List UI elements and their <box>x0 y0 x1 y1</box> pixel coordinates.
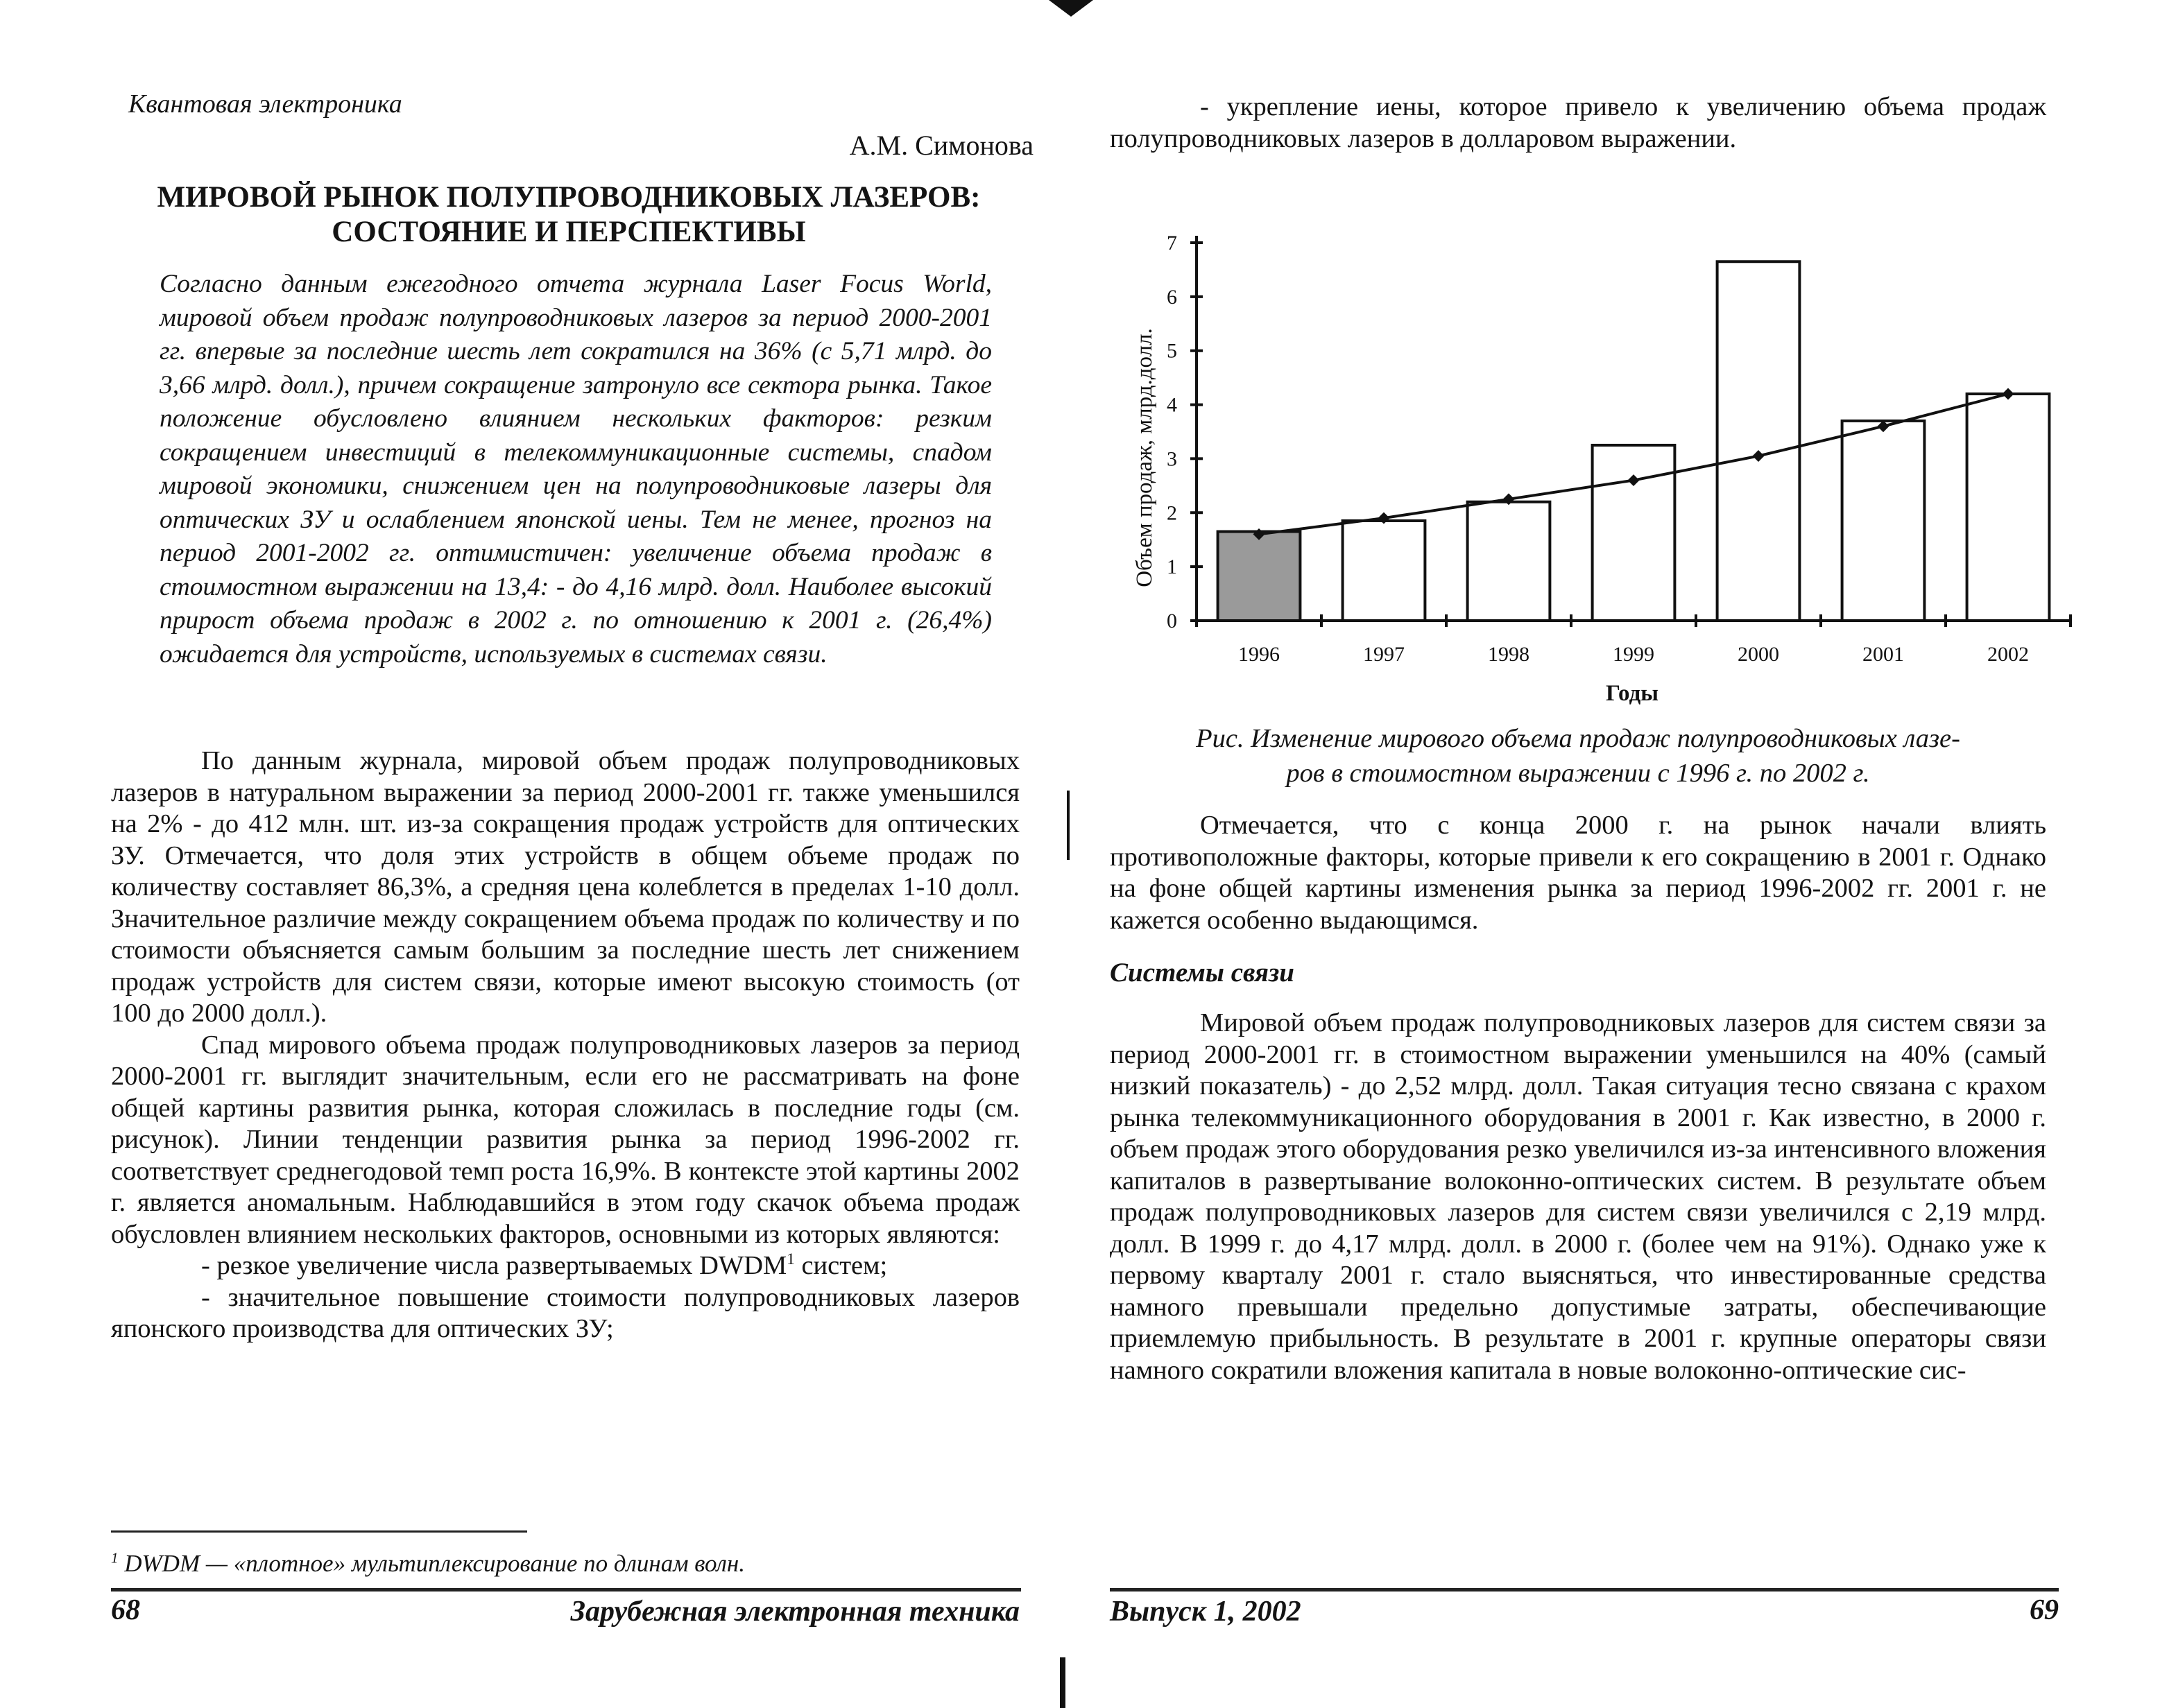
list-item-1-text: - резкое увеличение числа развертываемых DWDM <box>201 1251 787 1280</box>
right-footer-rule <box>1110 1588 2059 1591</box>
footnote-ref: 1 <box>787 1250 795 1268</box>
section-paragraph: Мировой объем продаж полупроводниковых лазеров для систем связи за период 2000-2001 гг. в стоимостном выражении уменьшился на 40% (самый низкий показатель) - до 2,52 млрд. долл. Такая ситуация тесно связана с крахом рынка телекоммуникационного оборудования в 2001 г. Как известно, в 2000 г. объем продаж этого оборудования резко увеличился из-за интенсивного вложения капиталов в развертывание волоконно-оптических систем. В результате объем продаж полупроводниковых лазеров для систем связи увеличился с 2,19 млрд. долл. В 1999 г. до 4,17 млрд. долл. в 2000 г. (более чем на 91%). Однако уже к первому кварталу 2001 г. стало выясняться, что инвестированные средства намного превышали предельно допустимые затраты, обеспечивающие приемлемую прибыльность. В результате в 2001 г. крупные операторы связи намного сократили вложения капитала в новые волоконно-оптические сис- <box>1110 1008 2046 1385</box>
chart-layer <box>1167 232 2071 666</box>
right-page <box>1068 0 2160 1708</box>
left-page <box>0 0 1068 1708</box>
chart-y-tick-label: 7 <box>1167 232 1177 255</box>
chart-x-axis-label: Годы <box>1605 681 1659 706</box>
left-page-number: 68 <box>111 1594 140 1626</box>
left-footer-rule <box>111 1588 1021 1591</box>
chart-y-tick-label: 5 <box>1167 339 1177 363</box>
chart-y-tick-label: 6 <box>1167 285 1177 309</box>
chart-x-tick-label: 2002 <box>1987 643 2029 666</box>
chart-y-tick-label: 3 <box>1167 447 1177 471</box>
caption-line-1: Рис. Изменение мирового объема продаж полупроводниковых лазе- <box>1196 724 1960 753</box>
footnote-marker: 1 <box>111 1549 119 1567</box>
figure-caption <box>1110 721 2046 791</box>
footer-issue: Выпуск 1, 2002 <box>1110 1596 1301 1628</box>
right-page-number: 69 <box>2030 1594 2059 1626</box>
list-item-1-tail: систем; <box>794 1251 888 1280</box>
chart-bar <box>1343 521 1425 621</box>
chart-bar <box>1842 421 1925 621</box>
chart-y-tick-label: 1 <box>1167 555 1177 579</box>
left-body-text <box>111 745 1020 1345</box>
chart-bar <box>1967 394 2050 621</box>
footnote-divider <box>111 1530 527 1533</box>
footnote <box>111 1550 745 1578</box>
right-body-text <box>1110 810 2046 1386</box>
paragraph-after-chart: Отмечается, что с конца 2000 г. на рынок начали влиять противоположные факторы, которые привели к его сокращению в 2001 г. Однако на фоне общей картины изменения рынка за период 1996-2002 гг. 2001 г. не кажется особенно выдающимся. <box>1110 811 2046 935</box>
sales-chart <box>1110 222 2081 721</box>
title-line-2: СОСТОЯНИЕ И ПЕРСПЕКТИВЫ <box>332 216 806 249</box>
chart-y-tick-label: 4 <box>1167 393 1177 417</box>
caption-line-2: ров в стоимостном выражении с 1996 г. по 2002 г. <box>1286 759 1870 788</box>
intro-paragraph: - укрепление иены, которое привело к увеличению объема продаж полупроводниковых лазеров в долларовом выражении. <box>1110 92 2046 153</box>
chart-y-axis-label: Объем продаж, млрд.долл. <box>1132 328 1157 587</box>
list-item-1 <box>111 1250 1020 1282</box>
list-item-2: - значительное повышение стоимости полупроводниковых лазеров японского производства для оптических ЗУ; <box>111 1282 1020 1343</box>
chart-x-tick-label: 1999 <box>1613 643 1654 666</box>
chart-bar <box>1717 261 1800 621</box>
chart-x-tick-label: 1997 <box>1363 643 1405 666</box>
right-intro <box>1110 92 2046 155</box>
chart-bar <box>1593 445 1675 621</box>
chart-x-tick-label: 2000 <box>1738 643 1779 666</box>
chart-x-tick-label: 1998 <box>1488 643 1529 666</box>
chart-bar <box>1218 532 1301 621</box>
article-title <box>104 180 1034 250</box>
chart-y-tick-label: 0 <box>1167 610 1177 632</box>
chart-x-tick-label: 2001 <box>1862 643 1904 666</box>
footer-journal-title: Зарубежная электронная техника <box>570 1596 1020 1628</box>
paragraph-1: По данным журнала, мировой объем продаж полупроводниковых лазеров в натуральном выражении за период 2000-2001 гг. также уменьшился на 2% - до 412 млн. шт. из-за сокращения продаж устройств для оптических ЗУ. Отмечается, что доля этих устройств в общем объеме продаж по количеству составляет 86,3%, а средняя цена колеблется в пределах 1-10 долл. Значительное различие между сокращением объема продаж по количеству и по стоимости объясняется самым большим за последние шесть лет снижением продаж устройств для систем связи, которые имеют высокую стоимость (от 100 до 2000 долл.). <box>111 746 1020 1028</box>
chart-bar <box>1468 502 1550 621</box>
chart-svg <box>1110 222 2081 721</box>
chart-y-tick-label: 2 <box>1167 501 1177 525</box>
title-line-1: МИРОВОЙ РЫНОК ПОЛУПРОВОДНИКОВЫХ ЛАЗЕРОВ: <box>157 181 981 214</box>
footnote-text: DWDM — «плотное» мультиплексирование по длинам волн. <box>118 1550 746 1577</box>
article-author: А.М. Симонова <box>849 130 1034 161</box>
journal-header: Квантовая электроника <box>128 89 402 119</box>
chart-x-tick-label: 1996 <box>1238 643 1280 666</box>
paragraph-2: Спад мирового объема продаж полупроводниковых лазеров за период 2000-2001 гг. выглядит значительным, если его не рассматривать на фоне общей картины развития рынка, которая сложилась в последние годы (см. рисунок). Линии тенденции развития рынка за период 1996-2002 гг. соответствует среднегодовой темп роста 16,9%. В контексте этой картины 2002 г. является аномальным. Наблюдавшийся в этом году скачок объема продаж обусловлен влиянием нескольких факторов, основными из которых являются: <box>111 1030 1020 1249</box>
article-abstract: Согласно данным ежегодного отчета журнала Laser Focus World, мировой объем продаж полупроводниковых лазеров за период 2000-2001 гг. впервые за последние шесть лет сократился на 36% (с 5,71 млрд. до 3,66 млрд. долл.), причем сокращение затронуло все сектора рынка. Такое положение обусловлено влиянием нескольких факторов: резким сокращением инвестиций в телекоммуникационные системы, спадом мировой экономики, снижением цен на полупроводниковые лазеры для оптических ЗУ и ослаблением японской иены. Тем не менее, прогноз на период 2001-2002 гг. оптимистичен: увеличение объема продаж в стоимостном выражении на 13,4: - до 4,16 млрд. долл. Наиболее высокий прирост объема продаж в 2002 г. по отношению к 2001 г. (26,4%) ожидается для устройств, используемых в системах связи. <box>160 270 992 668</box>
section-heading: Системы связи <box>1110 958 1294 987</box>
